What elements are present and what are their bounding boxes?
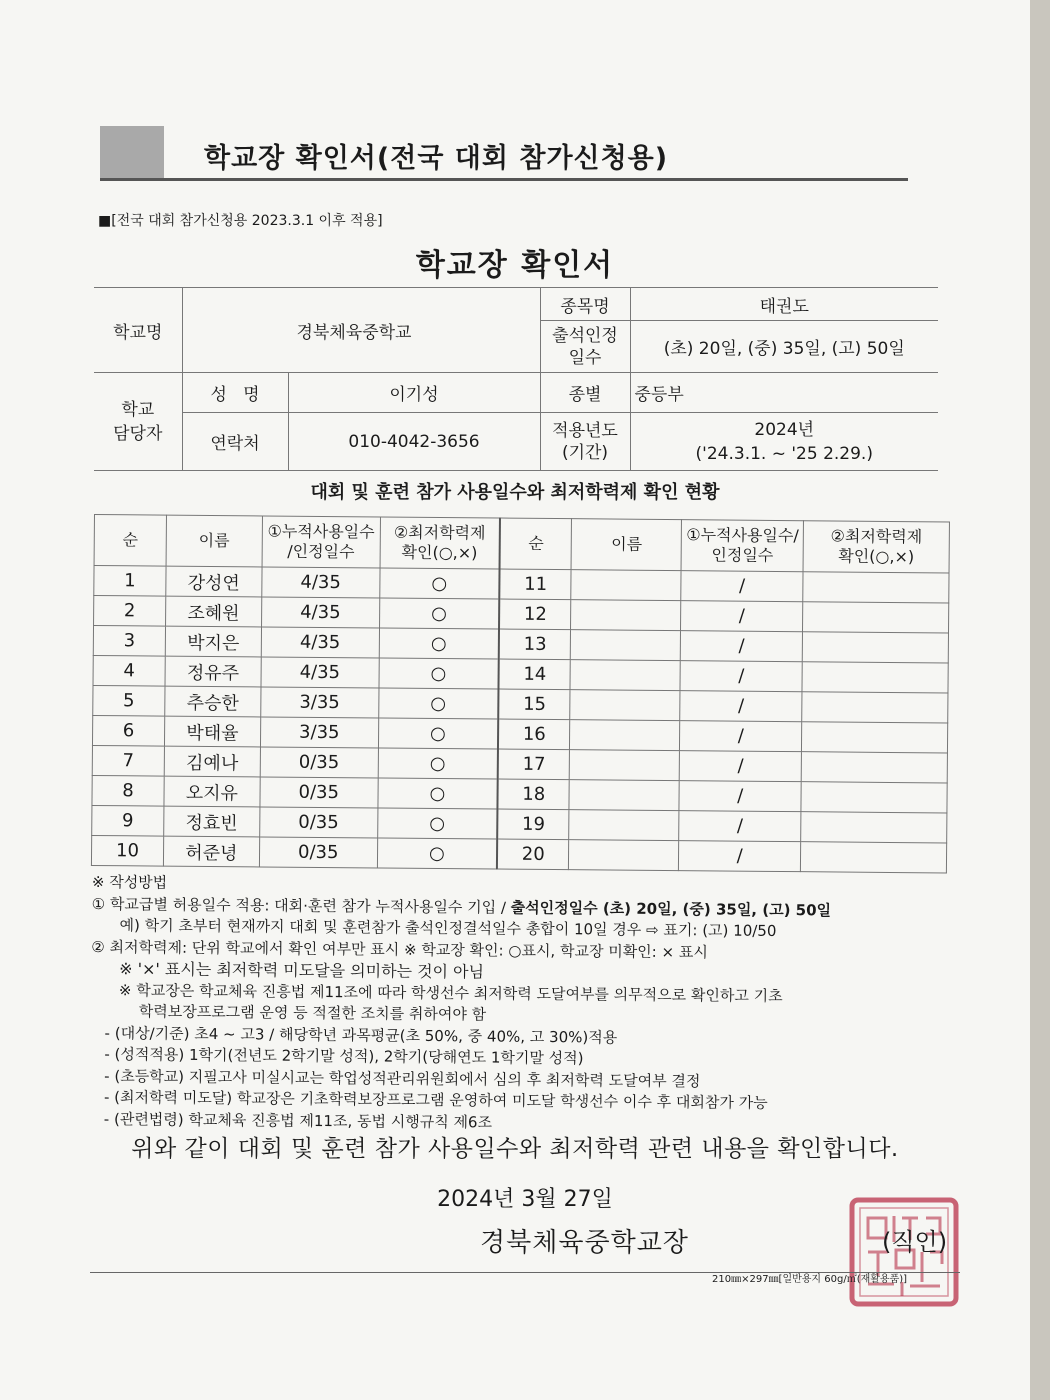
row-check-right <box>802 662 948 693</box>
background-edge <box>1030 0 1050 1400</box>
row-no-right: 12 <box>499 599 571 630</box>
row-name-right <box>571 570 681 601</box>
row-name-right <box>570 690 680 721</box>
row-no: 9 <box>92 805 164 836</box>
instructions-heading: ※ 작성방법 <box>91 872 168 892</box>
table-header-row <box>94 515 949 573</box>
row-name: 박태율 <box>164 716 260 747</box>
row-name: 조혜원 <box>165 596 261 627</box>
attendance-value: (초) 20일, (중) 35일, (고) 50일 <box>630 321 938 373</box>
col-check-r2: 확인(○,×) <box>838 546 915 567</box>
row-days: 3/35 <box>260 717 378 748</box>
section-title: 대회 및 훈련 참가 사용일수와 최저학력제 확인 현황 <box>310 482 720 503</box>
year-text: 2024년 <box>754 419 815 440</box>
row-no-right: 15 <box>498 689 570 720</box>
row-check-right <box>803 572 949 603</box>
header-rule <box>100 178 908 181</box>
row-name-right <box>571 630 681 661</box>
row-check: ○ <box>378 748 498 779</box>
row-check-right <box>801 752 947 783</box>
col-check <box>380 517 500 569</box>
row-days: 0/35 <box>260 747 378 778</box>
manager-label <box>94 373 182 471</box>
division-value: 중등부 <box>630 373 938 413</box>
row-check-right <box>801 812 947 843</box>
row-days-right: / <box>680 661 802 692</box>
row-days: 4/35 <box>261 657 379 688</box>
row-check-right <box>802 692 948 723</box>
issue-date: 2024년 3월 27일 <box>437 1187 613 1212</box>
applicability-note: ■[전국 대회 참가신청용 2023.3.1 이후 적용] <box>98 213 383 229</box>
row-check-right <box>802 722 948 753</box>
row-days: 4/35 <box>262 567 380 598</box>
year-value <box>630 413 938 471</box>
table-row <box>91 835 946 872</box>
row-name-right <box>570 660 680 691</box>
instruction-note-2a: ※ 학교장은 학교체육 진흥법 제11조에 따라 학생선수 최저학력 도달여부를 의무적으로 확인하고 기초 <box>118 980 783 1005</box>
item1-text: ① 학교급별 허용일수 적용: 대회·훈련 참가 누적사용일수 기입 / <box>91 894 511 917</box>
row-no-right: 14 <box>499 659 571 690</box>
row-no-right: 19 <box>497 809 569 840</box>
row-check: ○ <box>377 808 497 839</box>
row-name-right <box>569 780 679 811</box>
instruction-detail-1: - (대상/기준) 초4 ~ 고3 / 해당학년 과목평균(초 50%, 중 40%, 고 30%)적용 <box>104 1023 618 1047</box>
header-gray-box <box>100 126 164 178</box>
row-check: ○ <box>378 688 498 719</box>
school-info-table <box>94 287 938 471</box>
year-label-2: (기간) <box>561 442 609 463</box>
instruction-detail-3: - (초등학교) 지필고사 미실시교는 학업성적관리위원회에서 심의 후 최저학력 도달여부 결정 <box>104 1066 701 1090</box>
instruction-note-1: ※ '×' 표시는 최저학력 미도달을 의미하는 것이 아님 <box>119 959 485 982</box>
confirmation-text: 위와 같이 대회 및 훈련 참가 사용일수와 최저학력 관련 내용을 확인합니다. <box>131 1136 899 1162</box>
row-no: 3 <box>93 626 165 657</box>
contact-value: 010-4042-3656 <box>288 413 540 471</box>
row-check: ○ <box>379 658 499 689</box>
participation-table <box>91 514 950 873</box>
row-check: ○ <box>379 628 499 659</box>
paper-footnote: 210㎜×297㎜[일반용지 60g/㎡(재활용품)] <box>712 1274 908 1285</box>
row-days-right: / <box>680 721 802 752</box>
col-no: 순 <box>94 515 166 567</box>
division-label: 종별 <box>540 373 630 413</box>
row-name: 강성연 <box>166 566 262 597</box>
row-name-right <box>569 840 679 871</box>
row-no: 5 <box>93 685 165 716</box>
instruction-item-2: ② 최저학력제: 단위 학교에서 확인 여부만 표시 ※ 학교장 확인: ○표시, 학교장 미확인: × 표시 <box>91 937 708 961</box>
manager-name: 이기성 <box>288 373 540 413</box>
row-name: 박지은 <box>165 626 261 657</box>
row-check-right <box>802 632 948 663</box>
row-name: 추승한 <box>165 686 261 717</box>
col-check-r1: ②최저학력제 <box>830 526 923 547</box>
row-no-right: 13 <box>499 629 571 660</box>
signer-name: 경북체육중학교장 <box>480 1228 689 1258</box>
row-name-right <box>570 750 680 781</box>
row-check: ○ <box>378 718 498 749</box>
event-value: 태권도 <box>630 288 938 321</box>
row-no: 8 <box>92 775 164 806</box>
row-no-right: 11 <box>499 569 571 600</box>
col-days-right <box>681 520 803 572</box>
instruction-detail-2: - (성적적용) 1학기(전년도 2학기말 성적), 2학기(당해연도 1학기말 성적) <box>104 1045 584 1068</box>
row-check: ○ <box>379 568 499 599</box>
row-check-right <box>801 782 947 813</box>
row-name-right <box>570 720 680 751</box>
row-days-right: / <box>679 841 801 872</box>
row-days-right: / <box>679 781 801 812</box>
seal-label: (직인) <box>882 1228 948 1256</box>
attendance-label <box>540 321 630 373</box>
row-name: 오지유 <box>164 776 260 807</box>
school-name: 경북체육중학교 <box>182 288 540 373</box>
col-days-2: /인정일수 <box>287 541 355 562</box>
row-no-right: 18 <box>497 779 569 810</box>
col-name-right: 이름 <box>571 519 681 571</box>
row-check-right <box>801 842 947 873</box>
name-label: 성 명 <box>182 373 288 413</box>
row-check: ○ <box>377 838 497 869</box>
instruction-detail-4: - (최저학력 미도달) 학교장은 기초학력보장프로그램 운영하여 미도달 학생선수 이수 후 대회참가 가능 <box>103 1088 768 1112</box>
row-no: 1 <box>94 566 166 597</box>
row-check: ○ <box>379 598 499 629</box>
manager-label-1: 학교 <box>121 399 155 420</box>
manager-label-2: 담당자 <box>113 423 163 444</box>
row-days: 4/35 <box>261 597 379 628</box>
row-no: 10 <box>91 835 163 866</box>
row-days-right: / <box>679 751 801 782</box>
row-days-right: / <box>681 631 803 662</box>
instruction-note-2b: 학력보장프로그램 운영 등 적절한 조치를 취하여야 함 <box>138 1002 487 1024</box>
attendance-label-2: 일수 <box>568 347 602 368</box>
col-no-right: 순 <box>500 518 572 570</box>
row-days: 0/35 <box>259 837 377 868</box>
col-check-right <box>803 521 949 573</box>
year-label-1: 적용년도 <box>552 420 618 441</box>
row-no: 6 <box>92 715 164 746</box>
row-days: 4/35 <box>261 627 379 658</box>
instructions <box>90 872 962 1138</box>
row-check: ○ <box>378 778 498 809</box>
row-no: 2 <box>94 596 166 627</box>
col-days-r1: ①누적사용일수/ <box>686 525 799 546</box>
col-days-r2: 인정일수 <box>711 545 774 565</box>
row-name: 김예나 <box>164 746 260 777</box>
instruction-example: 예) 학기 초부터 현재까지 대회 및 훈련참가 출석인정결석일수 총합이 10일 경우 ⇨ 표기: (고) 10/50 <box>119 916 777 940</box>
header-title: 학교장 확인서(전국 대회 참가신청용) <box>204 143 669 174</box>
row-days-right: / <box>681 571 803 602</box>
attendance-label-1: 출석인정 <box>552 325 618 346</box>
row-days: 0/35 <box>260 777 378 808</box>
row-name-right <box>569 810 679 841</box>
year-label <box>540 413 630 471</box>
row-no: 7 <box>92 745 164 776</box>
period-text: ('24.3.1. ~ '25 2.29.) <box>695 443 873 464</box>
contact-label: 연락처 <box>182 413 288 471</box>
col-days <box>262 516 380 568</box>
row-no-right: 17 <box>498 749 570 780</box>
col-check-2: 확인(○,×) <box>401 542 478 563</box>
row-days-right: / <box>680 691 802 722</box>
row-no: 4 <box>93 655 165 686</box>
row-no-right: 16 <box>498 719 570 750</box>
row-no-right: 20 <box>497 839 569 870</box>
row-days: 0/35 <box>259 807 377 838</box>
school-label: 학교명 <box>94 288 182 373</box>
row-name: 정효빈 <box>164 806 260 837</box>
row-name: 허준녕 <box>163 836 259 867</box>
col-days-1: ①누적사용일수 <box>267 521 375 542</box>
item1-bold: 출석인정일수 (초) 20일, (중) 35일, (고) 50일 <box>510 898 832 919</box>
row-days-right: / <box>681 601 803 632</box>
row-check-right <box>803 602 949 633</box>
row-days-right: / <box>679 811 801 842</box>
instruction-detail-5: - (관련법령) 학교체육 진흥법 제11조, 동법 시행규칙 제6조 <box>103 1109 493 1131</box>
event-label: 종목명 <box>540 288 630 321</box>
row-name-right <box>571 600 681 631</box>
col-name: 이름 <box>166 515 262 567</box>
main-title: 학교장 확인서 <box>415 248 615 283</box>
row-days: 3/35 <box>261 687 379 718</box>
row-name: 정유주 <box>165 656 261 687</box>
col-check-1: ②최저학력제 <box>393 522 486 543</box>
